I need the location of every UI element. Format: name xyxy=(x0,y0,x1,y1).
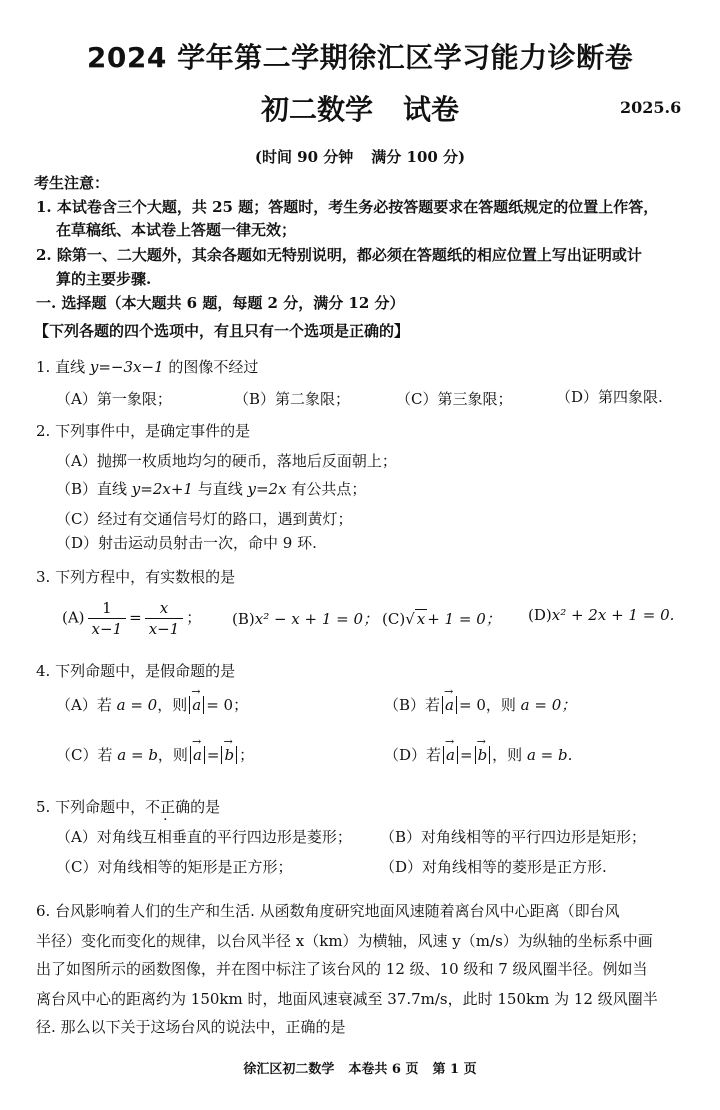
q2-stem: 2. 下列事件中，是确定事件的是 xyxy=(36,422,251,440)
q3-a-fraction-2 xyxy=(145,598,184,639)
q3-a-den2: x−1 xyxy=(148,620,180,638)
q3-option-a xyxy=(62,598,201,639)
q3-a-label: (A) xyxy=(62,608,85,627)
q1-stem xyxy=(36,356,258,377)
q4-c-condition: a = b xyxy=(117,746,158,764)
q6-line-4: 离台风中心的距离约为 150km 时，地面风速衰减至 37.7m/s，此时 150km 为 12 级风圈半 xyxy=(36,990,658,1008)
page-footer xyxy=(0,1058,720,1077)
q3-c-label: (C) xyxy=(382,610,406,628)
q1-option-c: （C）第三象限； xyxy=(396,390,513,408)
footer-page-number: 第 1 页 xyxy=(432,1062,477,1077)
q4-d-label: （D）若 xyxy=(384,746,442,764)
q1-stem-pre: 1. 直线 xyxy=(36,358,90,376)
q3-b-equation: x² − x + 1 = 0； xyxy=(254,610,379,628)
q4-option-d: （D）若→ a =→ b ，则 a = b. xyxy=(384,744,572,765)
q2-b-pre: （B）直线 xyxy=(56,480,132,498)
q4-c-label: （C）若 xyxy=(56,746,113,764)
q3-b-label: (B) xyxy=(232,610,255,628)
q1-option-d: （D）第四象限. xyxy=(556,388,663,406)
q4-b-abs: → a xyxy=(442,696,457,714)
q6-line-3: 出了如图所示的函数图像，并在图中标注了该台风的 12 级、10 级和 7 级风圈半径。例如当 xyxy=(36,960,648,978)
q3-c-radicand: x xyxy=(416,610,426,628)
exam-subtitle xyxy=(0,88,720,128)
q4-c-result: ； xyxy=(239,746,255,764)
q4-a-label: （A）若 xyxy=(56,696,112,714)
q5-stem xyxy=(36,796,220,817)
q1-option-a: （A）第一象限； xyxy=(56,390,172,408)
notice-item-2b: 算的主要步骤. xyxy=(56,270,152,288)
q4-c-then: ，则 xyxy=(157,746,188,764)
q2-option-c: （C）经过有交通信号灯的路口，遇到黄灯； xyxy=(56,510,353,528)
q3-stem: 3. 下列方程中，有实数根的是 xyxy=(36,568,236,586)
q5-option-a: （A）对角线互相垂直的平行四边形是菱形； xyxy=(56,828,352,846)
q4-b-condition: = 0 xyxy=(458,696,486,714)
q4-option-b xyxy=(384,694,576,715)
q1-stem-post: 的图像不经过 xyxy=(163,358,259,376)
q3-a-eq: = xyxy=(129,608,142,627)
notice-item-1b: 在草稿纸、本试卷上答题一律无效； xyxy=(56,221,297,239)
q4-a-result: = 0； xyxy=(206,696,249,714)
q5-option-b: （B）对角线相等的平行四边形是矩形； xyxy=(380,828,647,846)
q5-emphasis: 不正确 xyxy=(145,798,191,816)
time-limit: (时间 90 分钟 xyxy=(254,148,354,166)
q5-stem-pre: 5. 下列命题中， xyxy=(36,798,146,816)
section1-instruction: 【下列各题的四个选项中，有且只有一个选项是正确的】 xyxy=(34,322,410,340)
q1-equation: y=−3x−1 xyxy=(89,358,164,376)
q4-option-a xyxy=(56,694,248,715)
q2-option-b xyxy=(56,478,366,499)
q6-line-2: 半径）变化而变化的规律，以台风半径 x（km）为横轴，风速 y（m/s）为纵轴的坐标系中画 xyxy=(36,932,653,950)
section1-heading: 一. 选择题（本大题共 6 题，每题 2 分，满分 12 分） xyxy=(36,294,405,312)
q4-d-then: ，则 xyxy=(492,746,523,764)
q4-d-result: a = b. xyxy=(526,746,573,764)
q5-option-d: （D）对角线相等的菱形是正方形. xyxy=(380,858,607,876)
q6-line-1: 6. 台风影响着人们的生产和生活. 从函数角度研究地面风速随着离台风中心距离（即台风 xyxy=(36,902,620,920)
footer-total-pages: 本卷共 6 页 xyxy=(348,1062,419,1077)
q3-option-c xyxy=(382,608,501,629)
time-score-line xyxy=(0,146,720,167)
q4-b-result: a = 0； xyxy=(520,696,577,714)
exam-title: 2024 学年第二学期徐汇区学习能力诊断卷 xyxy=(86,41,634,74)
full-score: 满分 100 分) xyxy=(371,148,466,166)
subject-label: 初二数学 xyxy=(260,93,373,126)
q5-stem-post: 的是 xyxy=(190,798,221,816)
notice-heading: 考生注意： xyxy=(34,174,110,192)
q2-option-a: （A）抛掷一枚质地均匀的硬币，落地后反面朝上； xyxy=(56,452,397,470)
q6-line-5: 径. 那么以下关于这场台风的说法中，正确的是 xyxy=(36,1018,346,1036)
q2-b-post: 有公共点； xyxy=(286,480,367,498)
exam-date: 2025.6 xyxy=(620,98,682,117)
q4-a-then: ，则 xyxy=(157,696,188,714)
q3-d-equation: x² + 2x + 1 = 0. xyxy=(551,606,675,624)
q4-a-abs: → a xyxy=(189,696,204,714)
q4-c-abs-a: → a xyxy=(190,746,205,764)
paper-label: 试卷 xyxy=(403,93,460,126)
q1-option-b: （B）第二象限； xyxy=(234,390,351,408)
footer-district: 徐汇区初二数学 xyxy=(243,1062,335,1077)
q3-a-num1: 1 xyxy=(88,598,127,619)
q3-a-fraction-1 xyxy=(88,598,127,639)
q3-a-den1: x−1 xyxy=(91,620,123,638)
notice-item-2a: 2. 除第一、二大题外，其余各题如无特别说明，都必须在答题纸的相应位置上写出证明或计 xyxy=(36,246,642,264)
q2-b-mid: 与直线 xyxy=(192,480,248,498)
q4-stem: 4. 下列命题中，是假命题的是 xyxy=(36,662,236,680)
q2-b-equation-1: y=2x+1 xyxy=(131,480,193,498)
q3-option-d xyxy=(528,606,674,624)
q3-d-label: (D) xyxy=(528,606,552,624)
q4-b-label: （B）若 xyxy=(384,696,441,714)
q4-c-abs-b: → b xyxy=(221,746,237,764)
q4-option-c: （C）若 a = b，则→ a =→ b ； xyxy=(56,744,254,765)
q3-a-num2: x xyxy=(145,598,184,619)
q2-b-equation-2: y=2x xyxy=(247,480,287,498)
q4-d-abs-a: → a xyxy=(443,746,458,764)
q3-c-equation: + 1 = 0； xyxy=(427,610,501,628)
q2-option-d: （D）射击运动员射击一次，命中 9 环. xyxy=(56,534,317,552)
notice-item-1a: 1. 本试卷含三个大题，共 25 题；答题时，考生务必按答题要求在答题纸规定的位置上作答， xyxy=(36,198,659,216)
q4-b-then: ，则 xyxy=(485,696,516,714)
q3-a-end: ； xyxy=(186,608,202,627)
q3-c-sqrt: √ x xyxy=(405,610,426,628)
q4-a-condition: a = 0 xyxy=(116,696,158,714)
q4-d-abs-b: → b xyxy=(475,746,491,764)
q5-option-c: （C）对角线相等的矩形是正方形； xyxy=(56,858,293,876)
q3-option-b xyxy=(232,608,378,629)
